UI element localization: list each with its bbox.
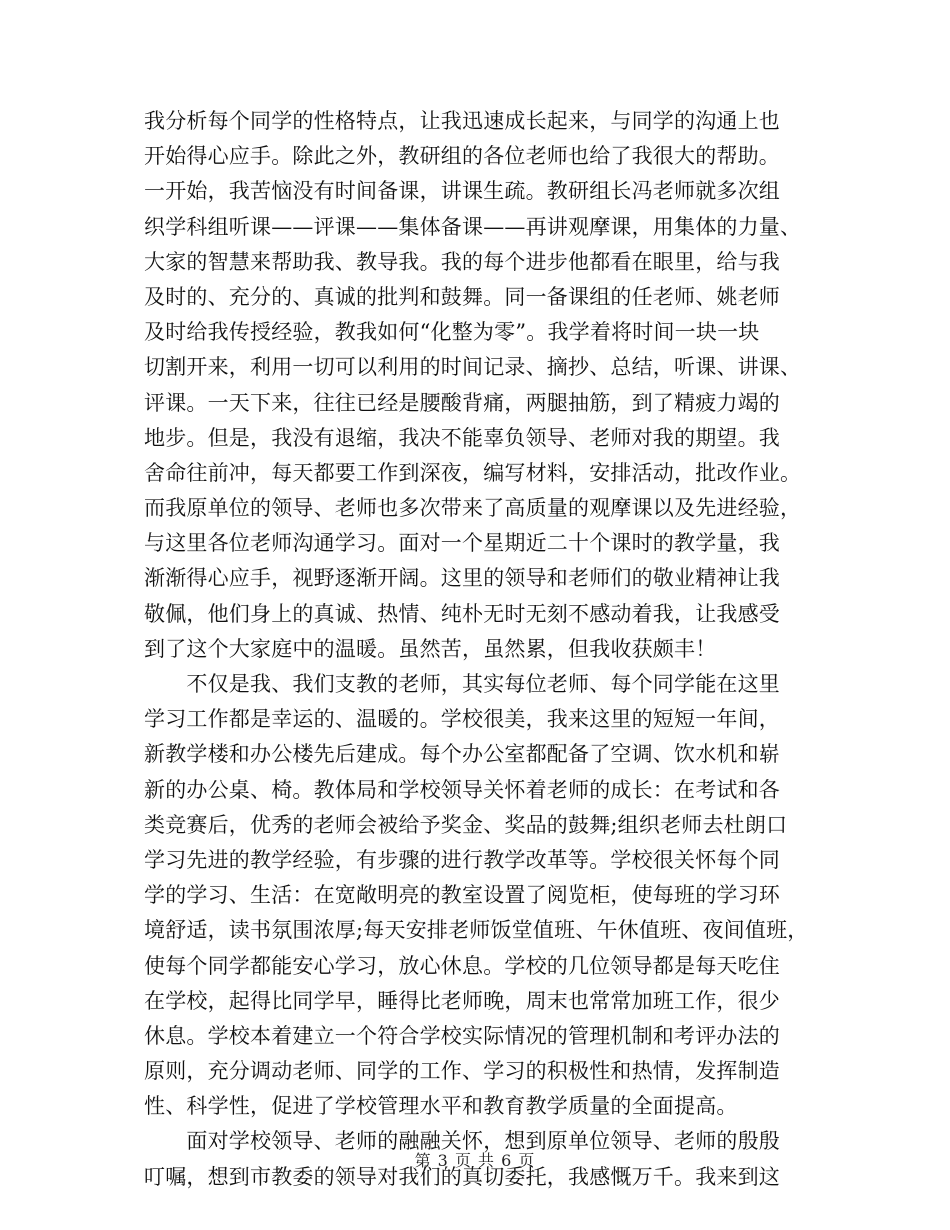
text-line: 新教学楼和办公楼先后建成。每个办公室都配备了空调、饮水机和崭 bbox=[144, 742, 780, 767]
text-line: 评课。一天下来，往往已经是腰酸背痛，两腿抽筋，到了精疲力竭的 bbox=[144, 390, 780, 415]
text-line: 不仅是我、我们支教的老师，其实每位老师、每个同学能在这里 bbox=[144, 672, 780, 696]
text-line: 开始得心应手。除此之外，教研组的各位老师也给了我很大的帮助。 bbox=[144, 144, 780, 169]
text-line: 切割开来，利用一切可以利用的时间记录、摘抄、总结，听课、讲课、 bbox=[144, 355, 802, 380]
text-line: 休息。学校本着建立一个符合学校实际情况的管理机制和考评办法的 bbox=[144, 1023, 780, 1048]
text-line: 我分析每个同学的性格特点，让我迅速成长起来，与同学的沟通上也 bbox=[144, 109, 780, 133]
text-line: 在学校，起得比同学早，睡得比老师晚，周末也常常加班工作，很少 bbox=[144, 988, 780, 1013]
text-line: 到了这个大家庭中的温暖。虽然苦，虽然累，但我收获颇丰！ bbox=[144, 636, 717, 661]
text-line: 及时的、充分的、真诚的批判和鼓舞。同一备课组的任老师、姚老师 bbox=[144, 284, 780, 309]
text-line: 学习工作都是幸运的、温暖的。学校很美，我来这里的短短一年间， bbox=[144, 707, 780, 732]
text-line: 一开始，我苦恼没有时间备课，讲课生疏。教研组长冯老师就多次组 bbox=[144, 179, 780, 204]
document-body bbox=[144, 104, 824, 1195]
text-line: 叮嘱，想到市教委的领导对我们的真切委托，我感慨万千。我来到这 bbox=[144, 1164, 780, 1189]
text-line: 类竞赛后，优秀的老师会被给予奖金、奖品的鼓舞;组织老师去杜朗口 bbox=[144, 812, 788, 837]
text-line: 织学科组听课——评课——集体备课——再讲观摩课，用集体的力量、 bbox=[144, 214, 802, 239]
text-line: 而我原单位的领导、老师也多次带来了高质量的观摩课以及先进经验， bbox=[144, 496, 802, 521]
text-line: 地步。但是，我没有退缩，我决不能辜负领导、老师对我的期望。我 bbox=[144, 425, 780, 450]
text-line: 使每个同学都能安心学习，放心休息。学校的几位领导都是每天吃住 bbox=[144, 953, 780, 978]
text-line: 渐渐得心应手，视野逐渐开阔。这里的领导和老师们的敬业精神让我 bbox=[144, 566, 780, 591]
page-footer: 第 3 页 共 6 页 bbox=[414, 1151, 536, 1170]
text-line: 学习先进的教学经验，有步骤的进行教学改革等。学校很关怀每个同 bbox=[144, 847, 780, 872]
text-line: 新的办公桌、椅。教体局和学校领导关怀着老师的成长：在考试和各 bbox=[144, 777, 780, 802]
text-line: 敬佩，他们身上的真诚、热情、纯朴无时无刻不感动着我，让我感受 bbox=[144, 601, 780, 626]
text-line: 学的学习、生活：在宽敞明亮的教室设置了阅览柜，使每班的学习环 bbox=[144, 883, 780, 908]
text-line: 大家的智慧来帮助我、教导我。我的每个进步他都看在眼里，给与我 bbox=[144, 249, 780, 274]
text-line: 面对学校领导、老师的融融关怀，想到原单位领导、老师的殷殷 bbox=[144, 1129, 780, 1154]
text-line: 原则，充分调动老师、同学的工作、学习的积极性和热情，发挥制造 bbox=[144, 1059, 780, 1084]
text-line: 及时给我传授经验，教我如何“化整为零”。我学着将时间一块一块 bbox=[144, 320, 760, 345]
text-line: 与这里各位老师沟通学习。面对一个星期近二十个课时的教学量，我 bbox=[144, 531, 780, 556]
text-line: 境舒适，读书氛围浓厚;每天安排老师饭堂值班、午休值班、夜间值班， bbox=[144, 918, 809, 943]
text-line: 性、科学性，促进了学校管理水平和教育教学质量的全面提高。 bbox=[144, 1094, 738, 1119]
text-line: 舍命往前冲，每天都要工作到深夜，编写材料，安排活动，批改作业。 bbox=[144, 460, 802, 485]
